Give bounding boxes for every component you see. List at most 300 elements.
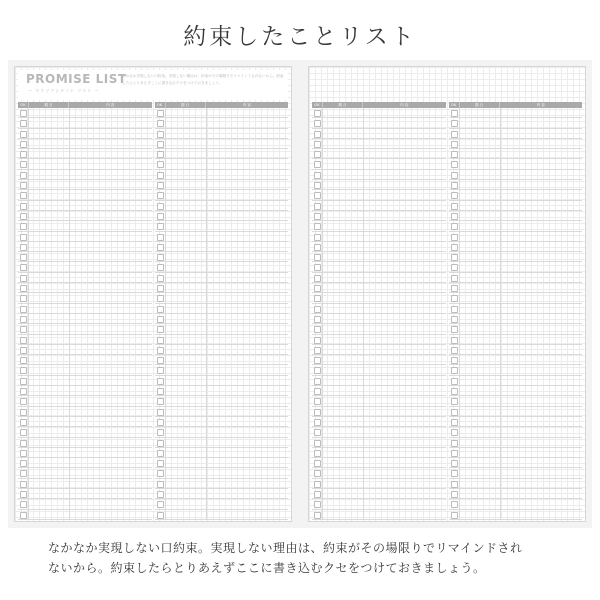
content-cell[interactable] bbox=[69, 221, 152, 230]
due-date-cell[interactable] bbox=[322, 252, 363, 261]
content-cell[interactable] bbox=[363, 108, 446, 117]
content-cell[interactable] bbox=[500, 510, 583, 519]
due-date-cell[interactable] bbox=[459, 510, 500, 519]
due-date-cell[interactable] bbox=[28, 314, 69, 323]
checkbox[interactable] bbox=[451, 141, 458, 148]
content-cell[interactable] bbox=[69, 232, 152, 241]
checkbox[interactable] bbox=[157, 172, 164, 179]
checkbox[interactable] bbox=[20, 347, 27, 354]
due-date-cell[interactable] bbox=[165, 139, 206, 148]
due-date-cell[interactable] bbox=[165, 438, 206, 447]
due-date-cell[interactable] bbox=[322, 417, 363, 426]
content-cell[interactable] bbox=[69, 190, 152, 199]
due-date-cell[interactable] bbox=[322, 448, 363, 457]
due-date-cell[interactable] bbox=[459, 386, 500, 395]
due-date-cell[interactable] bbox=[165, 427, 206, 436]
content-cell[interactable] bbox=[206, 355, 289, 364]
due-date-cell[interactable] bbox=[459, 489, 500, 498]
checkbox[interactable] bbox=[20, 398, 27, 405]
content-cell[interactable] bbox=[363, 324, 446, 333]
checkbox[interactable] bbox=[157, 419, 164, 426]
due-date-cell[interactable] bbox=[28, 345, 69, 354]
checkbox[interactable] bbox=[314, 512, 321, 519]
due-date-cell[interactable] bbox=[459, 448, 500, 457]
content-cell[interactable] bbox=[69, 180, 152, 189]
checkbox[interactable] bbox=[20, 388, 27, 395]
checkbox[interactable] bbox=[157, 398, 164, 405]
checkbox[interactable] bbox=[451, 347, 458, 354]
due-date-cell[interactable] bbox=[165, 201, 206, 210]
due-date-cell[interactable] bbox=[165, 376, 206, 385]
content-cell[interactable] bbox=[206, 438, 289, 447]
content-cell[interactable] bbox=[500, 262, 583, 271]
checkbox[interactable] bbox=[314, 223, 321, 230]
checkbox[interactable] bbox=[314, 161, 321, 168]
due-date-cell[interactable] bbox=[165, 232, 206, 241]
due-date-cell[interactable] bbox=[459, 273, 500, 282]
due-date-cell[interactable] bbox=[322, 108, 363, 117]
checkbox[interactable] bbox=[314, 203, 321, 210]
checkbox[interactable] bbox=[157, 306, 164, 313]
due-date-cell[interactable] bbox=[28, 273, 69, 282]
due-date-cell[interactable] bbox=[28, 242, 69, 251]
content-cell[interactable] bbox=[206, 201, 289, 210]
content-cell[interactable] bbox=[363, 438, 446, 447]
content-cell[interactable] bbox=[363, 479, 446, 488]
checkbox[interactable] bbox=[157, 450, 164, 457]
content-cell[interactable] bbox=[500, 180, 583, 189]
checkbox[interactable] bbox=[157, 182, 164, 189]
due-date-cell[interactable] bbox=[165, 499, 206, 508]
checkbox[interactable] bbox=[314, 409, 321, 416]
checkbox[interactable] bbox=[20, 316, 27, 323]
content-cell[interactable] bbox=[500, 129, 583, 138]
due-date-cell[interactable] bbox=[165, 448, 206, 457]
due-date-cell[interactable] bbox=[165, 417, 206, 426]
content-cell[interactable] bbox=[500, 355, 583, 364]
checkbox[interactable] bbox=[20, 450, 27, 457]
due-date-cell[interactable] bbox=[459, 499, 500, 508]
due-date-cell[interactable] bbox=[322, 438, 363, 447]
checkbox[interactable] bbox=[20, 295, 27, 302]
checkbox[interactable] bbox=[314, 110, 321, 117]
due-date-cell[interactable] bbox=[322, 335, 363, 344]
content-cell[interactable] bbox=[363, 365, 446, 374]
content-cell[interactable] bbox=[363, 221, 446, 230]
checkbox[interactable] bbox=[451, 151, 458, 158]
due-date-cell[interactable] bbox=[322, 242, 363, 251]
checkbox[interactable] bbox=[20, 275, 27, 282]
content-cell[interactable] bbox=[69, 129, 152, 138]
content-cell[interactable] bbox=[69, 407, 152, 416]
due-date-cell[interactable] bbox=[165, 242, 206, 251]
content-cell[interactable] bbox=[69, 314, 152, 323]
due-date-cell[interactable] bbox=[322, 180, 363, 189]
checkbox[interactable] bbox=[314, 398, 321, 405]
content-cell[interactable] bbox=[69, 242, 152, 251]
due-date-cell[interactable] bbox=[165, 211, 206, 220]
checkbox[interactable] bbox=[20, 419, 27, 426]
content-cell[interactable] bbox=[363, 242, 446, 251]
content-cell[interactable] bbox=[206, 448, 289, 457]
checkbox[interactable] bbox=[451, 440, 458, 447]
checkbox[interactable] bbox=[157, 213, 164, 220]
content-cell[interactable] bbox=[500, 396, 583, 405]
due-date-cell[interactable] bbox=[165, 304, 206, 313]
checkbox[interactable] bbox=[451, 491, 458, 498]
due-date-cell[interactable] bbox=[165, 355, 206, 364]
checkbox[interactable] bbox=[314, 234, 321, 241]
checkbox[interactable] bbox=[20, 306, 27, 313]
checkbox[interactable] bbox=[314, 326, 321, 333]
content-cell[interactable] bbox=[206, 262, 289, 271]
content-cell[interactable] bbox=[363, 159, 446, 168]
content-cell[interactable] bbox=[69, 262, 152, 271]
checkbox[interactable] bbox=[20, 357, 27, 364]
due-date-cell[interactable] bbox=[28, 232, 69, 241]
checkbox[interactable] bbox=[451, 388, 458, 395]
checkbox[interactable] bbox=[451, 398, 458, 405]
checkbox[interactable] bbox=[451, 285, 458, 292]
due-date-cell[interactable] bbox=[459, 407, 500, 416]
checkbox[interactable] bbox=[451, 275, 458, 282]
checkbox[interactable] bbox=[20, 409, 27, 416]
content-cell[interactable] bbox=[206, 335, 289, 344]
content-cell[interactable] bbox=[69, 118, 152, 127]
checkbox[interactable] bbox=[451, 501, 458, 508]
content-cell[interactable] bbox=[500, 417, 583, 426]
checkbox[interactable] bbox=[157, 409, 164, 416]
due-date-cell[interactable] bbox=[322, 190, 363, 199]
content-cell[interactable] bbox=[206, 479, 289, 488]
checkbox[interactable] bbox=[451, 110, 458, 117]
due-date-cell[interactable] bbox=[322, 355, 363, 364]
due-date-cell[interactable] bbox=[28, 479, 69, 488]
checkbox[interactable] bbox=[20, 223, 27, 230]
due-date-cell[interactable] bbox=[165, 335, 206, 344]
content-cell[interactable] bbox=[206, 345, 289, 354]
due-date-cell[interactable] bbox=[28, 118, 69, 127]
due-date-cell[interactable] bbox=[165, 407, 206, 416]
content-cell[interactable] bbox=[69, 108, 152, 117]
content-cell[interactable] bbox=[363, 211, 446, 220]
content-cell[interactable] bbox=[500, 149, 583, 158]
due-date-cell[interactable] bbox=[459, 211, 500, 220]
checkbox[interactable] bbox=[314, 192, 321, 199]
content-cell[interactable] bbox=[69, 170, 152, 179]
checkbox[interactable] bbox=[20, 141, 27, 148]
due-date-cell[interactable] bbox=[165, 159, 206, 168]
checkbox[interactable] bbox=[20, 182, 27, 189]
content-cell[interactable] bbox=[69, 438, 152, 447]
due-date-cell[interactable] bbox=[165, 365, 206, 374]
content-cell[interactable] bbox=[500, 190, 583, 199]
checkbox[interactable] bbox=[157, 326, 164, 333]
due-date-cell[interactable] bbox=[165, 479, 206, 488]
content-cell[interactable] bbox=[500, 376, 583, 385]
checkbox[interactable] bbox=[157, 388, 164, 395]
checkbox[interactable] bbox=[451, 192, 458, 199]
checkbox[interactable] bbox=[314, 306, 321, 313]
due-date-cell[interactable] bbox=[459, 232, 500, 241]
due-date-cell[interactable] bbox=[459, 242, 500, 251]
content-cell[interactable] bbox=[363, 489, 446, 498]
checkbox[interactable] bbox=[451, 234, 458, 241]
checkbox[interactable] bbox=[314, 460, 321, 467]
content-cell[interactable] bbox=[206, 510, 289, 519]
checkbox[interactable] bbox=[451, 306, 458, 313]
due-date-cell[interactable] bbox=[28, 170, 69, 179]
content-cell[interactable] bbox=[500, 283, 583, 292]
checkbox[interactable] bbox=[157, 244, 164, 251]
due-date-cell[interactable] bbox=[28, 180, 69, 189]
due-date-cell[interactable] bbox=[28, 376, 69, 385]
due-date-cell[interactable] bbox=[28, 396, 69, 405]
checkbox[interactable] bbox=[314, 182, 321, 189]
checkbox[interactable] bbox=[314, 337, 321, 344]
checkbox[interactable] bbox=[157, 131, 164, 138]
content-cell[interactable] bbox=[500, 324, 583, 333]
content-cell[interactable] bbox=[363, 396, 446, 405]
checkbox[interactable] bbox=[157, 234, 164, 241]
content-cell[interactable] bbox=[363, 252, 446, 261]
due-date-cell[interactable] bbox=[322, 129, 363, 138]
checkbox[interactable] bbox=[314, 440, 321, 447]
checkbox[interactable] bbox=[451, 337, 458, 344]
due-date-cell[interactable] bbox=[322, 510, 363, 519]
content-cell[interactable] bbox=[69, 365, 152, 374]
due-date-cell[interactable] bbox=[28, 262, 69, 271]
content-cell[interactable] bbox=[500, 170, 583, 179]
due-date-cell[interactable] bbox=[28, 417, 69, 426]
due-date-cell[interactable] bbox=[165, 396, 206, 405]
checkbox[interactable] bbox=[157, 470, 164, 477]
due-date-cell[interactable] bbox=[165, 510, 206, 519]
content-cell[interactable] bbox=[500, 108, 583, 117]
content-cell[interactable] bbox=[363, 190, 446, 199]
content-cell[interactable] bbox=[363, 232, 446, 241]
due-date-cell[interactable] bbox=[28, 283, 69, 292]
content-cell[interactable] bbox=[500, 468, 583, 477]
due-date-cell[interactable] bbox=[165, 458, 206, 467]
checkbox[interactable] bbox=[157, 120, 164, 127]
content-cell[interactable] bbox=[206, 386, 289, 395]
due-date-cell[interactable] bbox=[459, 283, 500, 292]
checkbox[interactable] bbox=[451, 295, 458, 302]
content-cell[interactable] bbox=[206, 170, 289, 179]
due-date-cell[interactable] bbox=[459, 170, 500, 179]
content-cell[interactable] bbox=[206, 252, 289, 261]
content-cell[interactable] bbox=[69, 335, 152, 344]
content-cell[interactable] bbox=[206, 139, 289, 148]
checkbox[interactable] bbox=[20, 501, 27, 508]
content-cell[interactable] bbox=[69, 468, 152, 477]
content-cell[interactable] bbox=[363, 149, 446, 158]
content-cell[interactable] bbox=[69, 252, 152, 261]
checkbox[interactable] bbox=[314, 264, 321, 271]
checkbox[interactable] bbox=[20, 326, 27, 333]
checkbox[interactable] bbox=[157, 337, 164, 344]
due-date-cell[interactable] bbox=[459, 159, 500, 168]
checkbox[interactable] bbox=[20, 192, 27, 199]
content-cell[interactable] bbox=[69, 510, 152, 519]
content-cell[interactable] bbox=[206, 314, 289, 323]
checkbox[interactable] bbox=[451, 357, 458, 364]
checkbox[interactable] bbox=[451, 470, 458, 477]
due-date-cell[interactable] bbox=[28, 293, 69, 302]
content-cell[interactable] bbox=[69, 345, 152, 354]
due-date-cell[interactable] bbox=[322, 427, 363, 436]
content-cell[interactable] bbox=[363, 499, 446, 508]
due-date-cell[interactable] bbox=[459, 427, 500, 436]
checkbox[interactable] bbox=[451, 131, 458, 138]
due-date-cell[interactable] bbox=[459, 201, 500, 210]
checkbox[interactable] bbox=[451, 203, 458, 210]
due-date-cell[interactable] bbox=[28, 324, 69, 333]
content-cell[interactable] bbox=[69, 355, 152, 364]
content-cell[interactable] bbox=[363, 293, 446, 302]
due-date-cell[interactable] bbox=[459, 458, 500, 467]
content-cell[interactable] bbox=[206, 149, 289, 158]
due-date-cell[interactable] bbox=[28, 149, 69, 158]
content-cell[interactable] bbox=[363, 448, 446, 457]
content-cell[interactable] bbox=[500, 479, 583, 488]
due-date-cell[interactable] bbox=[322, 262, 363, 271]
content-cell[interactable] bbox=[500, 139, 583, 148]
due-date-cell[interactable] bbox=[322, 170, 363, 179]
due-date-cell[interactable] bbox=[165, 324, 206, 333]
checkbox[interactable] bbox=[451, 182, 458, 189]
due-date-cell[interactable] bbox=[459, 479, 500, 488]
content-cell[interactable] bbox=[500, 314, 583, 323]
due-date-cell[interactable] bbox=[165, 190, 206, 199]
content-cell[interactable] bbox=[69, 139, 152, 148]
due-date-cell[interactable] bbox=[322, 396, 363, 405]
content-cell[interactable] bbox=[363, 427, 446, 436]
checkbox[interactable] bbox=[157, 203, 164, 210]
due-date-cell[interactable] bbox=[459, 221, 500, 230]
checkbox[interactable] bbox=[20, 244, 27, 251]
checkbox[interactable] bbox=[20, 470, 27, 477]
due-date-cell[interactable] bbox=[322, 489, 363, 498]
content-cell[interactable] bbox=[206, 180, 289, 189]
due-date-cell[interactable] bbox=[322, 386, 363, 395]
content-cell[interactable] bbox=[500, 304, 583, 313]
content-cell[interactable] bbox=[363, 335, 446, 344]
checkbox[interactable] bbox=[314, 295, 321, 302]
due-date-cell[interactable] bbox=[165, 386, 206, 395]
due-date-cell[interactable] bbox=[459, 293, 500, 302]
due-date-cell[interactable] bbox=[28, 355, 69, 364]
checkbox[interactable] bbox=[157, 429, 164, 436]
due-date-cell[interactable] bbox=[459, 304, 500, 313]
content-cell[interactable] bbox=[206, 129, 289, 138]
content-cell[interactable] bbox=[500, 427, 583, 436]
content-cell[interactable] bbox=[500, 386, 583, 395]
content-cell[interactable] bbox=[69, 448, 152, 457]
content-cell[interactable] bbox=[69, 201, 152, 210]
due-date-cell[interactable] bbox=[459, 335, 500, 344]
checkbox[interactable] bbox=[20, 213, 27, 220]
content-cell[interactable] bbox=[500, 242, 583, 251]
content-cell[interactable] bbox=[206, 396, 289, 405]
content-cell[interactable] bbox=[206, 118, 289, 127]
content-cell[interactable] bbox=[500, 448, 583, 457]
content-cell[interactable] bbox=[500, 345, 583, 354]
content-cell[interactable] bbox=[206, 499, 289, 508]
checkbox[interactable] bbox=[20, 337, 27, 344]
due-date-cell[interactable] bbox=[28, 458, 69, 467]
checkbox[interactable] bbox=[314, 491, 321, 498]
due-date-cell[interactable] bbox=[28, 190, 69, 199]
checkbox[interactable] bbox=[314, 347, 321, 354]
checkbox[interactable] bbox=[314, 275, 321, 282]
checkbox[interactable] bbox=[20, 120, 27, 127]
due-date-cell[interactable] bbox=[322, 211, 363, 220]
due-date-cell[interactable] bbox=[28, 489, 69, 498]
due-date-cell[interactable] bbox=[165, 129, 206, 138]
due-date-cell[interactable] bbox=[322, 201, 363, 210]
due-date-cell[interactable] bbox=[322, 149, 363, 158]
content-cell[interactable] bbox=[363, 417, 446, 426]
due-date-cell[interactable] bbox=[459, 345, 500, 354]
content-cell[interactable] bbox=[69, 386, 152, 395]
checkbox[interactable] bbox=[157, 192, 164, 199]
content-cell[interactable] bbox=[363, 170, 446, 179]
content-cell[interactable] bbox=[206, 407, 289, 416]
due-date-cell[interactable] bbox=[322, 407, 363, 416]
checkbox[interactable] bbox=[20, 172, 27, 179]
checkbox[interactable] bbox=[157, 275, 164, 282]
due-date-cell[interactable] bbox=[28, 139, 69, 148]
content-cell[interactable] bbox=[363, 304, 446, 313]
due-date-cell[interactable] bbox=[165, 108, 206, 117]
due-date-cell[interactable] bbox=[165, 345, 206, 354]
content-cell[interactable] bbox=[206, 489, 289, 498]
content-cell[interactable] bbox=[500, 365, 583, 374]
content-cell[interactable] bbox=[363, 273, 446, 282]
due-date-cell[interactable] bbox=[165, 262, 206, 271]
content-cell[interactable] bbox=[500, 407, 583, 416]
content-cell[interactable] bbox=[206, 190, 289, 199]
content-cell[interactable] bbox=[363, 345, 446, 354]
due-date-cell[interactable] bbox=[28, 211, 69, 220]
content-cell[interactable] bbox=[206, 293, 289, 302]
content-cell[interactable] bbox=[363, 283, 446, 292]
content-cell[interactable] bbox=[69, 324, 152, 333]
checkbox[interactable] bbox=[157, 295, 164, 302]
checkbox[interactable] bbox=[314, 367, 321, 374]
content-cell[interactable] bbox=[206, 468, 289, 477]
due-date-cell[interactable] bbox=[322, 159, 363, 168]
due-date-cell[interactable] bbox=[28, 438, 69, 447]
due-date-cell[interactable] bbox=[165, 252, 206, 261]
checkbox[interactable] bbox=[157, 512, 164, 519]
content-cell[interactable] bbox=[69, 273, 152, 282]
due-date-cell[interactable] bbox=[459, 365, 500, 374]
checkbox[interactable] bbox=[451, 254, 458, 261]
content-cell[interactable] bbox=[500, 273, 583, 282]
checkbox[interactable] bbox=[314, 120, 321, 127]
checkbox[interactable] bbox=[451, 409, 458, 416]
due-date-cell[interactable] bbox=[459, 468, 500, 477]
checkbox[interactable] bbox=[157, 141, 164, 148]
due-date-cell[interactable] bbox=[322, 468, 363, 477]
content-cell[interactable] bbox=[69, 479, 152, 488]
checkbox[interactable] bbox=[157, 491, 164, 498]
due-date-cell[interactable] bbox=[28, 159, 69, 168]
due-date-cell[interactable] bbox=[459, 324, 500, 333]
